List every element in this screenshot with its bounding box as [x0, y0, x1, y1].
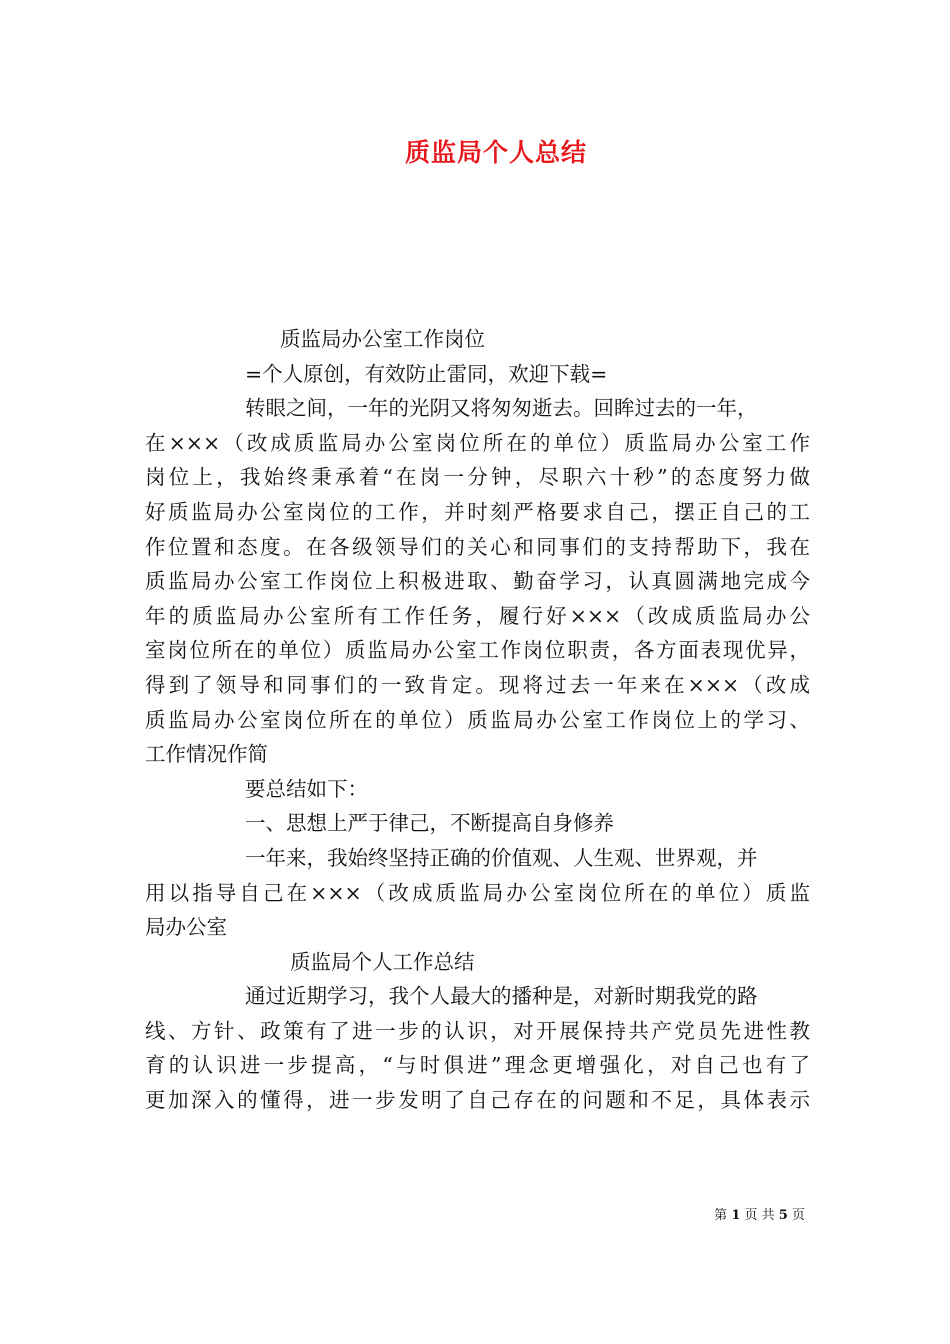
section-heading: 一、思想上严于律己，不断提高自身修养	[245, 811, 614, 836]
total-page-number: 5	[778, 1208, 788, 1223]
footer-middle: 页 共	[744, 1208, 775, 1223]
current-page-number: 1	[731, 1208, 741, 1223]
paragraph-line: 更加深入的懂得，进一步发明了自己存在的问题和不足，具体表示	[145, 1088, 810, 1113]
paragraph-line: 质监局办公室工作岗位上积极进取、勤奋学习，认真圆满地完成今	[145, 569, 810, 594]
paragraph-line: 室岗位所在的单位）质监局办公室工作岗位职责，各方面表现优异，	[145, 638, 810, 663]
paragraph-line: 作位置和态度。在各级领导们的关心和同事们的支持帮助下，我在	[145, 534, 810, 559]
paragraph-line: 在×××（改成质监局办公室岗位所在的单位）质监局办公室工作	[145, 430, 810, 455]
section-heading: 质监局办公室工作岗位	[280, 327, 485, 351]
paragraph-line: 好质监局办公室岗位的工作，并时刻严格要求自己，摆正自己的工	[145, 499, 810, 524]
paragraph-line: 要总结如下：	[245, 776, 368, 801]
paragraph-line: 一年来，我始终坚持正确的价值观、人生观、世界观，并	[245, 845, 758, 870]
paragraph-line: 用以指导自己在×××（改成质监局办公室岗位所在的单位）质监	[145, 880, 810, 905]
document-title: 质监局个人总结	[404, 138, 587, 167]
paragraph-line: 质监局办公室岗位所在的单位）质监局办公室工作岗位上的学习、	[145, 707, 810, 732]
paragraph-line: 得到了领导和同事们的一致肯定。现将过去一年来在×××（改成	[145, 672, 810, 697]
paragraph-line: 转眼之间，一年的光阴又将匆匆逝去。回眸过去的一年，	[245, 396, 758, 421]
document-body	[145, 322, 810, 1118]
section-heading: 质监局个人工作总结	[290, 949, 475, 974]
paragraph-line: 岗位上，我始终秉承着“在岗一分钟，尽职六十秒”的态度努力做	[145, 465, 810, 490]
paragraph-line: 年的质监局办公室所有工作任务，履行好×××（改成质监局办公	[145, 603, 810, 628]
footer-suffix: 页	[791, 1208, 805, 1223]
paragraph-line: 育的认识进一步提高，“与时俱进”理念更增强化，对自己也有了	[145, 1053, 810, 1078]
paragraph-line: 工作情况作简	[145, 742, 268, 767]
notice-line: =个人原创，有效防止雷同，欢迎下载=	[245, 361, 608, 386]
footer-prefix: 第	[714, 1208, 728, 1223]
paragraph-line: 线、方针、政策有了进一步的认识，对开展保持共产党员先进性教	[145, 1018, 810, 1043]
paragraph-line: 局办公室	[145, 915, 227, 940]
paragraph-line: 通过近期学习，我个人最大的播种是，对新时期我党的路	[245, 984, 758, 1009]
page-number-footer	[714, 1204, 805, 1223]
